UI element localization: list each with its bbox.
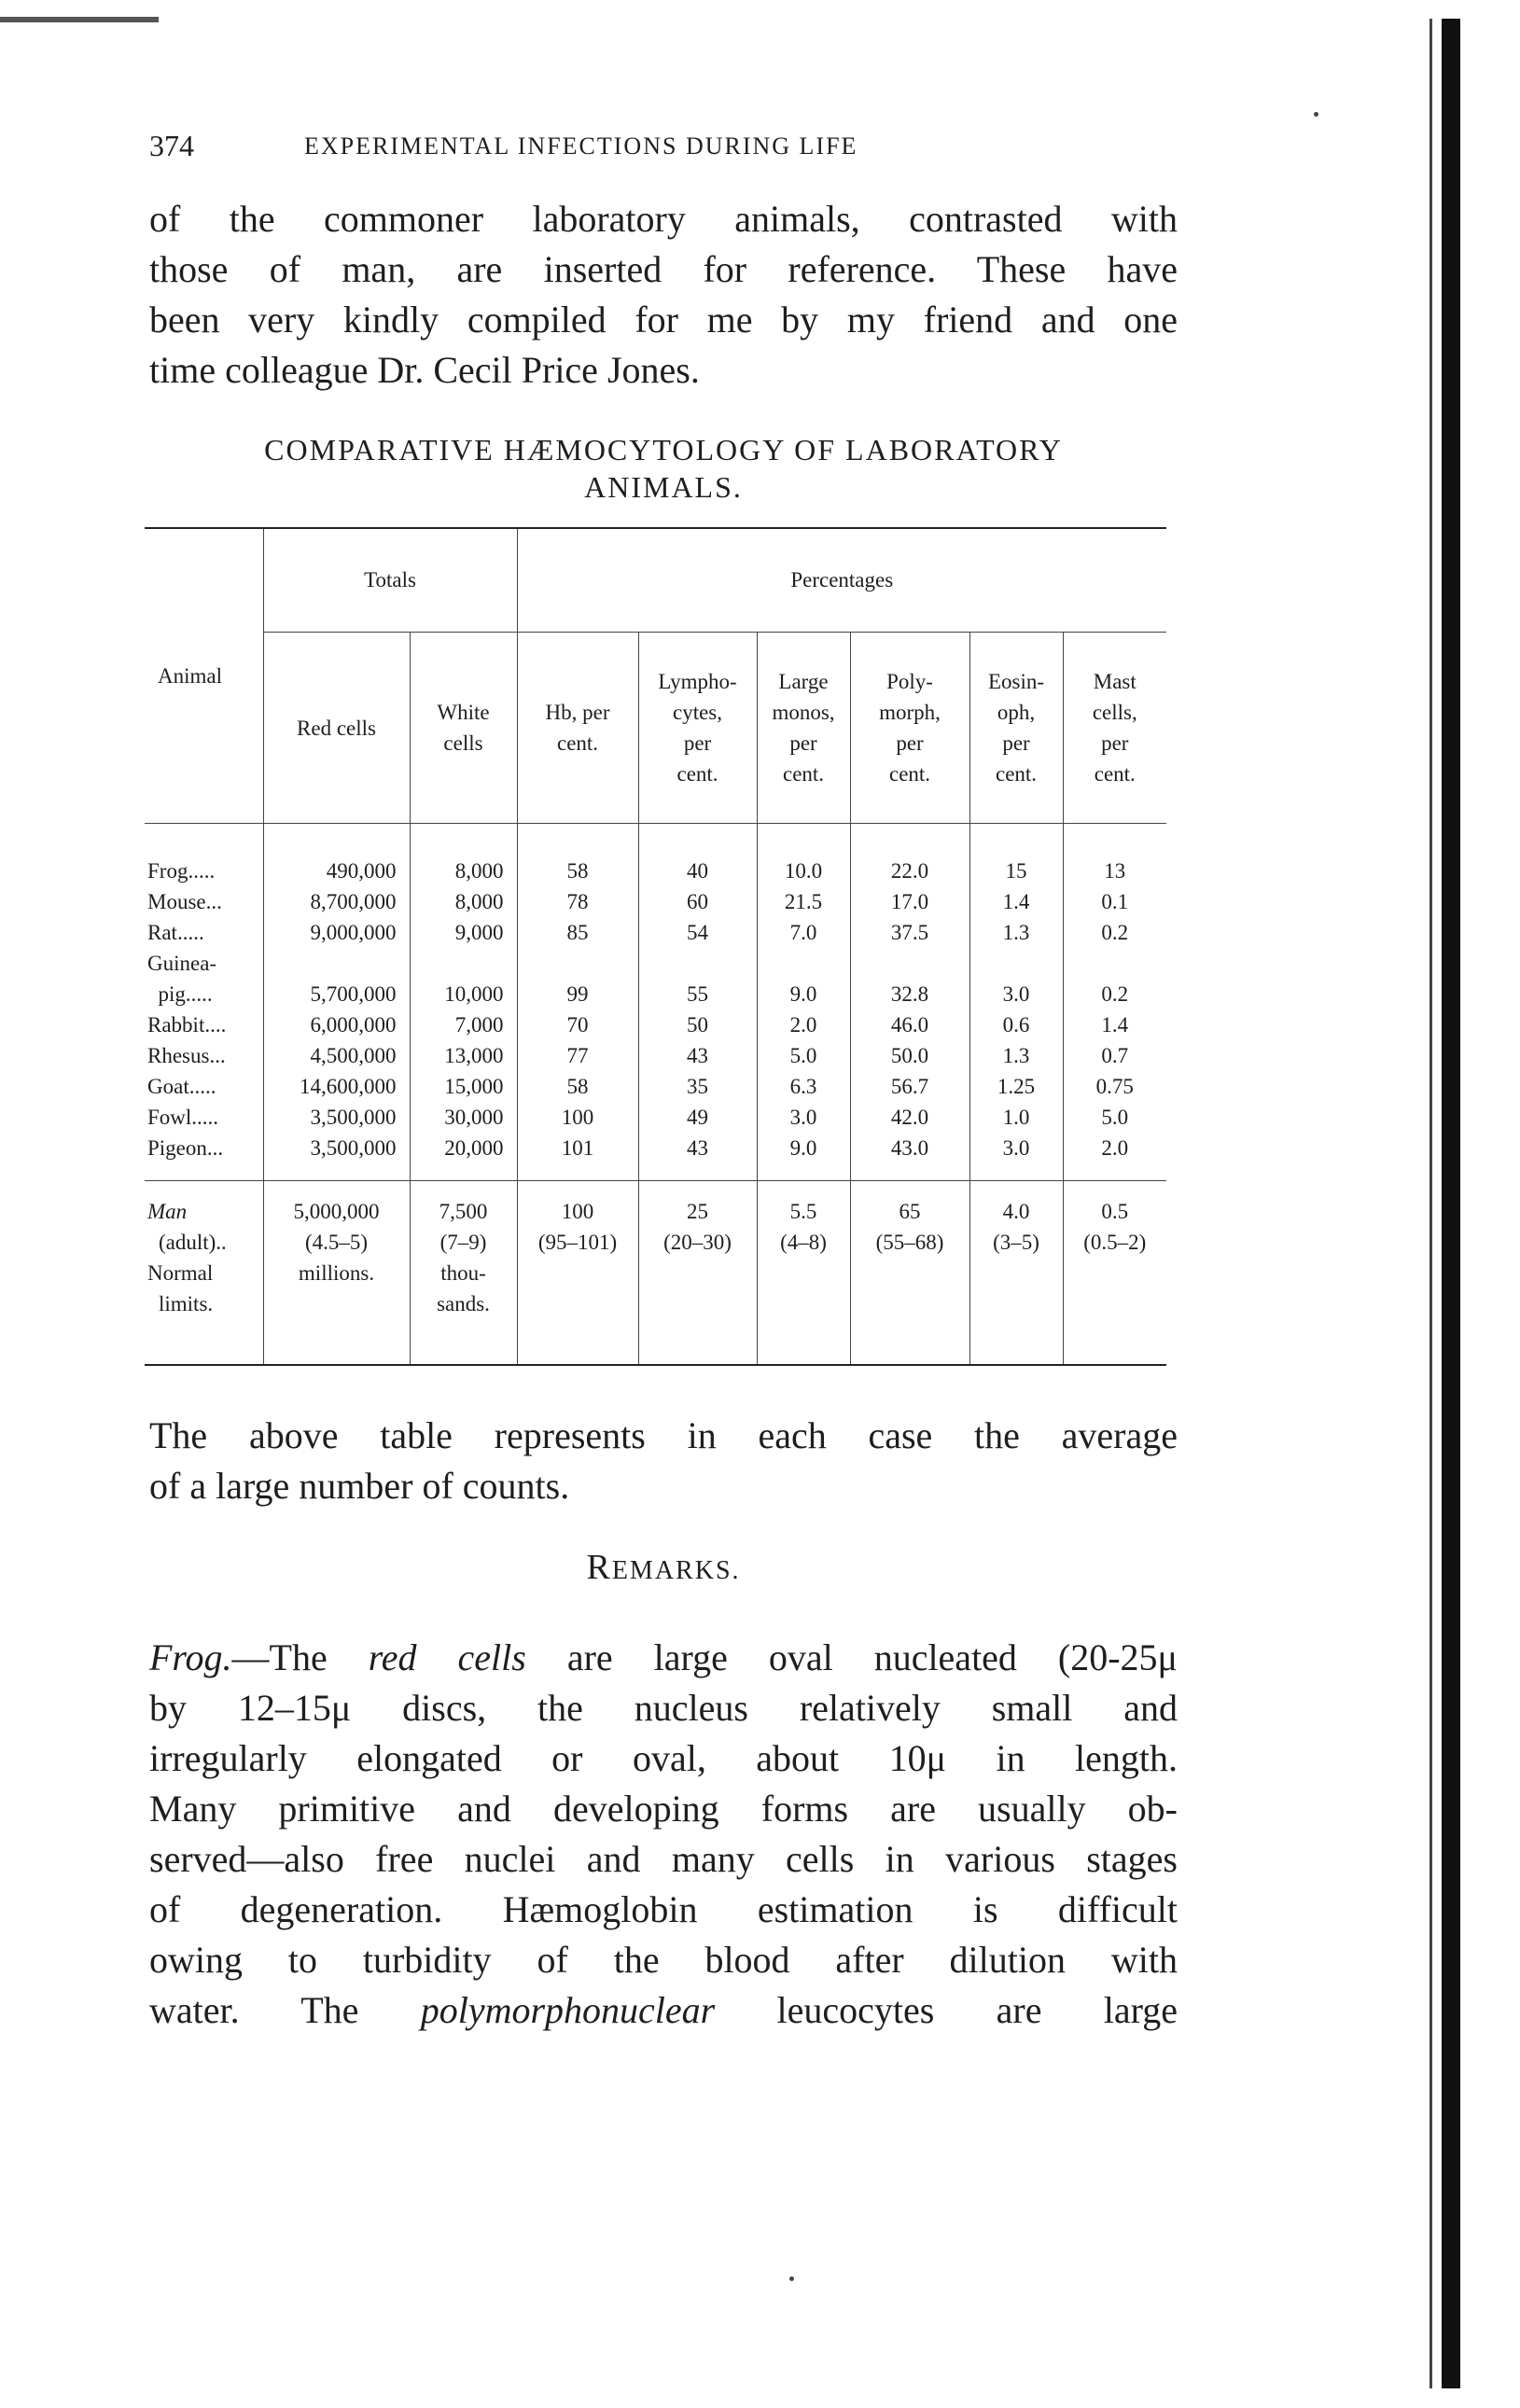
cell-animal: Pigeon...	[145, 1133, 263, 1181]
table-row-man	[145, 1181, 1166, 1366]
text-line: irregularly elongated or oval, about 10μ in length.	[149, 1737, 1178, 1779]
cell-white-cells: 10,000	[410, 979, 517, 1009]
after-table-paragraph	[149, 1411, 1178, 1511]
header-text: cent.	[676, 762, 718, 786]
cell-mast-cells: 2.0	[1063, 1133, 1166, 1181]
col-header-large-monos	[757, 633, 850, 824]
cell-animal	[145, 1181, 263, 1366]
cell-text: (20–30)	[663, 1231, 732, 1254]
cell-white-cells: 8,000	[410, 886, 517, 917]
text-run: water. The	[149, 1989, 421, 2031]
cell-animal: Frog.....	[147, 859, 216, 883]
cell-white-cells	[410, 1181, 517, 1366]
cell-lymphocytes	[638, 1181, 757, 1366]
cell-text: 5.5	[789, 1200, 817, 1223]
cell-polymorph: 42.0	[850, 1102, 969, 1133]
cell-hb	[517, 1181, 638, 1366]
header-text: Large	[778, 670, 829, 693]
cell-animal: Rhesus...	[147, 1044, 226, 1067]
text-line: of the commoner laboratory animals, contrasted with	[149, 198, 1178, 240]
man-rows	[145, 1181, 1166, 1366]
italic-term: Frog.	[149, 1636, 232, 1678]
col-header-white-cells	[410, 633, 517, 824]
table-row	[145, 886, 1166, 917]
cell-white-cells: 13,000	[410, 1040, 517, 1071]
table-row	[145, 1133, 1166, 1181]
cell-large-monos: 2.0	[757, 1009, 850, 1040]
cell-mast-cells	[1063, 948, 1166, 979]
italic-term: polymorphonuclear	[420, 1989, 716, 2031]
cell-polymorph	[850, 1181, 969, 1366]
cell-text: millions.	[298, 1261, 375, 1285]
cell-hb: 100	[517, 1102, 638, 1133]
header-text: Mast	[1093, 670, 1137, 693]
header-text: morph,	[879, 701, 941, 724]
cell-red-cells: 3,500,000	[263, 1133, 410, 1181]
header-text: Eosin-	[987, 670, 1045, 693]
table-row	[145, 1040, 1166, 1071]
table-row	[145, 1009, 1166, 1040]
cell-mast-cells	[1063, 1181, 1166, 1366]
page-number: 374	[149, 129, 194, 162]
cell-hb: 77	[517, 1040, 638, 1071]
cell-white-cells	[410, 948, 517, 979]
cell-large-monos: 10.0	[757, 824, 850, 887]
cell-large-monos: 9.0	[757, 979, 850, 1009]
header-text: per	[789, 731, 817, 755]
cell-mast-cells: 13	[1063, 824, 1166, 887]
cell-text: 5,000,000	[293, 1200, 380, 1223]
cell-mast-cells: 0.2	[1063, 917, 1166, 948]
header-text: cells	[443, 731, 483, 755]
text-line: served—also free nuclei and many cells in various stages	[149, 1838, 1178, 1880]
scan-speck	[1314, 112, 1318, 117]
haemocytology-table	[145, 527, 1166, 1366]
cell-large-monos: 6.3	[757, 1071, 850, 1102]
cell-lymphocytes	[638, 948, 757, 979]
cell-eosinophil: 1.4	[969, 886, 1063, 917]
cell-text: 4.0	[1002, 1200, 1030, 1223]
cell-white-cells: 20,000	[410, 1133, 517, 1181]
cell-eosinophil: 1.25	[969, 1071, 1063, 1102]
text-line: The above table represents in each case the average	[149, 1414, 1178, 1456]
cell-mast-cells: 1.4	[1063, 1009, 1166, 1040]
text-line: by 12–15μ discs, the nucleus relatively small and	[149, 1687, 1178, 1729]
cell-polymorph: 22.0	[850, 824, 969, 887]
text-line: time colleague Dr. Cecil Price Jones.	[149, 349, 700, 391]
table-row	[145, 917, 1166, 948]
cell-red-cells	[263, 948, 410, 979]
cell-text: (95–101)	[537, 1231, 618, 1254]
cell-text: (4–8)	[780, 1231, 827, 1254]
cell-white-cells: 9,000	[410, 917, 517, 948]
cell-large-monos	[757, 1181, 850, 1366]
table-title	[149, 431, 1178, 506]
text-line: been very kindly compiled for me by my friend and one	[149, 299, 1178, 341]
cell-mast-cells: 5.0	[1063, 1102, 1166, 1133]
cell-text: (adult)..	[159, 1231, 227, 1254]
col-header-hb	[517, 633, 638, 824]
group-header-totals: Totals	[263, 528, 517, 633]
cell-lymphocytes: 49	[638, 1102, 757, 1133]
cell-hb: 85	[517, 917, 638, 948]
cell-hb: 70	[517, 1009, 638, 1040]
text-line: owing to turbidity of the blood after dilution with	[149, 1939, 1178, 1981]
header-text: cent.	[995, 762, 1038, 786]
cell-lymphocytes: 35	[638, 1071, 757, 1102]
cell-eosinophil: 3.0	[969, 1133, 1063, 1181]
cell-mast-cells: 0.7	[1063, 1040, 1166, 1071]
running-title: EXPERIMENTAL INFECTIONS DURING LIFE	[304, 132, 858, 160]
cell-lymphocytes: 43	[638, 1040, 757, 1071]
cell-polymorph: 56.7	[850, 1071, 969, 1102]
cell-text: (55–68)	[875, 1231, 944, 1254]
cell-text: limits.	[159, 1292, 214, 1315]
cell-text: (7–9)	[439, 1231, 487, 1254]
cell-text: 25	[687, 1200, 709, 1223]
header-text: cent.	[556, 731, 599, 755]
intro-paragraph	[149, 194, 1178, 396]
cell-animal: Rat.....	[147, 921, 204, 944]
text-run: —The	[231, 1636, 369, 1678]
cell-large-monos: 5.0	[757, 1040, 850, 1071]
cell-animal: Rabbit....	[147, 1013, 227, 1037]
text-line: of a large number of counts.	[149, 1465, 570, 1507]
italic-term: red cells	[368, 1636, 526, 1678]
header-text: Red cells	[297, 716, 376, 740]
cell-polymorph: 17.0	[850, 886, 969, 917]
cell-text: (3–5)	[993, 1231, 1039, 1254]
cell-text: 0.5	[1101, 1200, 1129, 1223]
header-text: White	[437, 701, 490, 724]
cell-animal: Goat.....	[147, 1075, 216, 1098]
scan-corner-mark	[0, 17, 159, 22]
cell-red-cells: 9,000,000	[263, 917, 410, 948]
cell-lymphocytes: 54	[638, 917, 757, 948]
table-title-line: ANIMALS.	[584, 470, 743, 504]
cell-red-cells	[263, 1181, 410, 1366]
text-run: leucocytes are large	[715, 1989, 1178, 2031]
cell-hb: 101	[517, 1133, 638, 1181]
header-text: cytes,	[673, 701, 723, 724]
cell-text: 65	[899, 1200, 921, 1223]
header-text: Hb, per	[545, 701, 610, 724]
cell-eosinophil	[969, 948, 1063, 979]
cell-animal: Guinea-	[147, 952, 217, 975]
cell-large-monos: 9.0	[757, 1133, 850, 1181]
cell-red-cells: 14,600,000	[263, 1071, 410, 1102]
cell-animal: pig.....	[147, 982, 213, 1006]
text-line: those of man, are inserted for reference. These have	[149, 248, 1178, 290]
cell-white-cells: 7,000	[410, 1009, 517, 1040]
header-text: cent.	[888, 762, 931, 786]
scan-speck	[789, 2276, 794, 2281]
cell-eosinophil: 3.0	[969, 979, 1063, 1009]
cell-polymorph: 37.5	[850, 917, 969, 948]
cell-text: thou-	[440, 1261, 486, 1285]
cell-eosinophil: 0.6	[969, 1009, 1063, 1040]
cell-text: sands.	[437, 1292, 490, 1315]
cell-white-cells: 30,000	[410, 1102, 517, 1133]
cell-large-monos	[757, 948, 850, 979]
table-row	[145, 1102, 1166, 1133]
text-run: are large oval nucleated (20-25μ	[525, 1636, 1178, 1678]
cell-polymorph: 32.8	[850, 979, 969, 1009]
cell-hb: 58	[517, 1071, 638, 1102]
scan-edge-line	[1429, 19, 1432, 2388]
header-text: per	[896, 731, 924, 755]
cell-large-monos: 21.5	[757, 886, 850, 917]
header-text: per	[683, 731, 712, 755]
cell-large-monos: 3.0	[757, 1102, 850, 1133]
cell-red-cells: 6,000,000	[263, 1009, 410, 1040]
cell-white-cells: 15,000	[410, 1071, 517, 1102]
text-line	[149, 1633, 1178, 1683]
cell-hb: 58	[517, 824, 638, 887]
header-text: cells,	[1092, 701, 1137, 724]
table-row	[145, 979, 1166, 1009]
col-header-lymphocytes	[638, 633, 757, 824]
cell-white-cells: 8,000	[410, 824, 517, 887]
cell-text: 100	[561, 1200, 594, 1223]
cell-text: (0.5–2)	[1083, 1231, 1147, 1254]
cell-mast-cells: 0.2	[1063, 979, 1166, 1009]
header-text: Lympho-	[658, 670, 737, 693]
heading-rest: EMARKS.	[611, 1556, 741, 1585]
text-line: Many primitive and developing forms are usually ob-	[149, 1788, 1178, 1830]
header-text: cent.	[782, 762, 825, 786]
cell-polymorph: 43.0	[850, 1133, 969, 1181]
table-row	[145, 1071, 1166, 1102]
header-text: per	[1101, 731, 1129, 755]
header-text: monos,	[772, 701, 835, 724]
table-row	[145, 948, 1166, 979]
cell-hb: 78	[517, 886, 638, 917]
header-text: per	[1002, 731, 1030, 755]
cell-lymphocytes: 55	[638, 979, 757, 1009]
cell-red-cells: 4,500,000	[263, 1040, 410, 1071]
header-text: oph,	[997, 701, 1036, 724]
cell-polymorph	[850, 948, 969, 979]
cell-large-monos: 7.0	[757, 917, 850, 948]
cell-lymphocytes: 60	[638, 886, 757, 917]
cell-polymorph: 46.0	[850, 1009, 969, 1040]
cell-lymphocytes: 43	[638, 1133, 757, 1181]
text-line: of degeneration. Hæmoglobin estimation is difficult	[149, 1888, 1178, 1930]
cell-hb: 99	[517, 979, 638, 1009]
cell-eosinophil: 1.0	[969, 1102, 1063, 1133]
cell-lymphocytes: 40	[638, 824, 757, 887]
cell-red-cells: 490,000	[263, 824, 410, 887]
cell-text: Normal	[147, 1261, 214, 1285]
col-header-red-cells	[263, 633, 410, 824]
cell-text: 7,500	[439, 1200, 488, 1223]
header-text: Poly-	[886, 670, 933, 693]
cell-mast-cells: 0.1	[1063, 886, 1166, 917]
text-line	[149, 1985, 1178, 2036]
cell-red-cells: 3,500,000	[263, 1102, 410, 1133]
group-header-percentages: Percentages	[517, 528, 1166, 633]
cell-eosinophil: 1.3	[969, 1040, 1063, 1071]
cell-eosinophil: 1.3	[969, 917, 1063, 948]
haemocytology-table-wrap	[145, 527, 1166, 1366]
cell-hb	[517, 948, 638, 979]
col-header-eosinophil	[969, 633, 1063, 824]
section-heading-remarks	[149, 1547, 1178, 1588]
col-header-animal: Animal	[145, 528, 263, 824]
col-header-mast-cells	[1063, 633, 1166, 824]
col-header-polymorph	[850, 633, 969, 824]
table-title-line: COMPARATIVE HÆMOCYTOLOGY OF LABORATORY	[264, 433, 1063, 466]
cell-red-cells: 5,700,000	[263, 979, 410, 1009]
cell-polymorph: 50.0	[850, 1040, 969, 1071]
cell-animal: Mouse...	[147, 890, 222, 913]
cell-text: (4.5–5)	[304, 1231, 369, 1254]
cell-eosinophil	[969, 1181, 1063, 1366]
cell-text: Man	[147, 1200, 188, 1223]
cell-mast-cells: 0.75	[1063, 1071, 1166, 1102]
animal-rows	[145, 824, 1166, 1181]
scan-edge-shadow	[1442, 19, 1460, 2388]
cell-animal: Fowl.....	[147, 1106, 219, 1129]
cell-lymphocytes: 50	[638, 1009, 757, 1040]
cell-red-cells: 8,700,000	[263, 886, 410, 917]
remarks-paragraph	[149, 1633, 1178, 2036]
header-text: cent.	[1094, 762, 1136, 786]
heading-initial: R	[586, 1548, 612, 1587]
cell-eosinophil: 15	[969, 824, 1063, 887]
table-row	[145, 824, 1166, 887]
